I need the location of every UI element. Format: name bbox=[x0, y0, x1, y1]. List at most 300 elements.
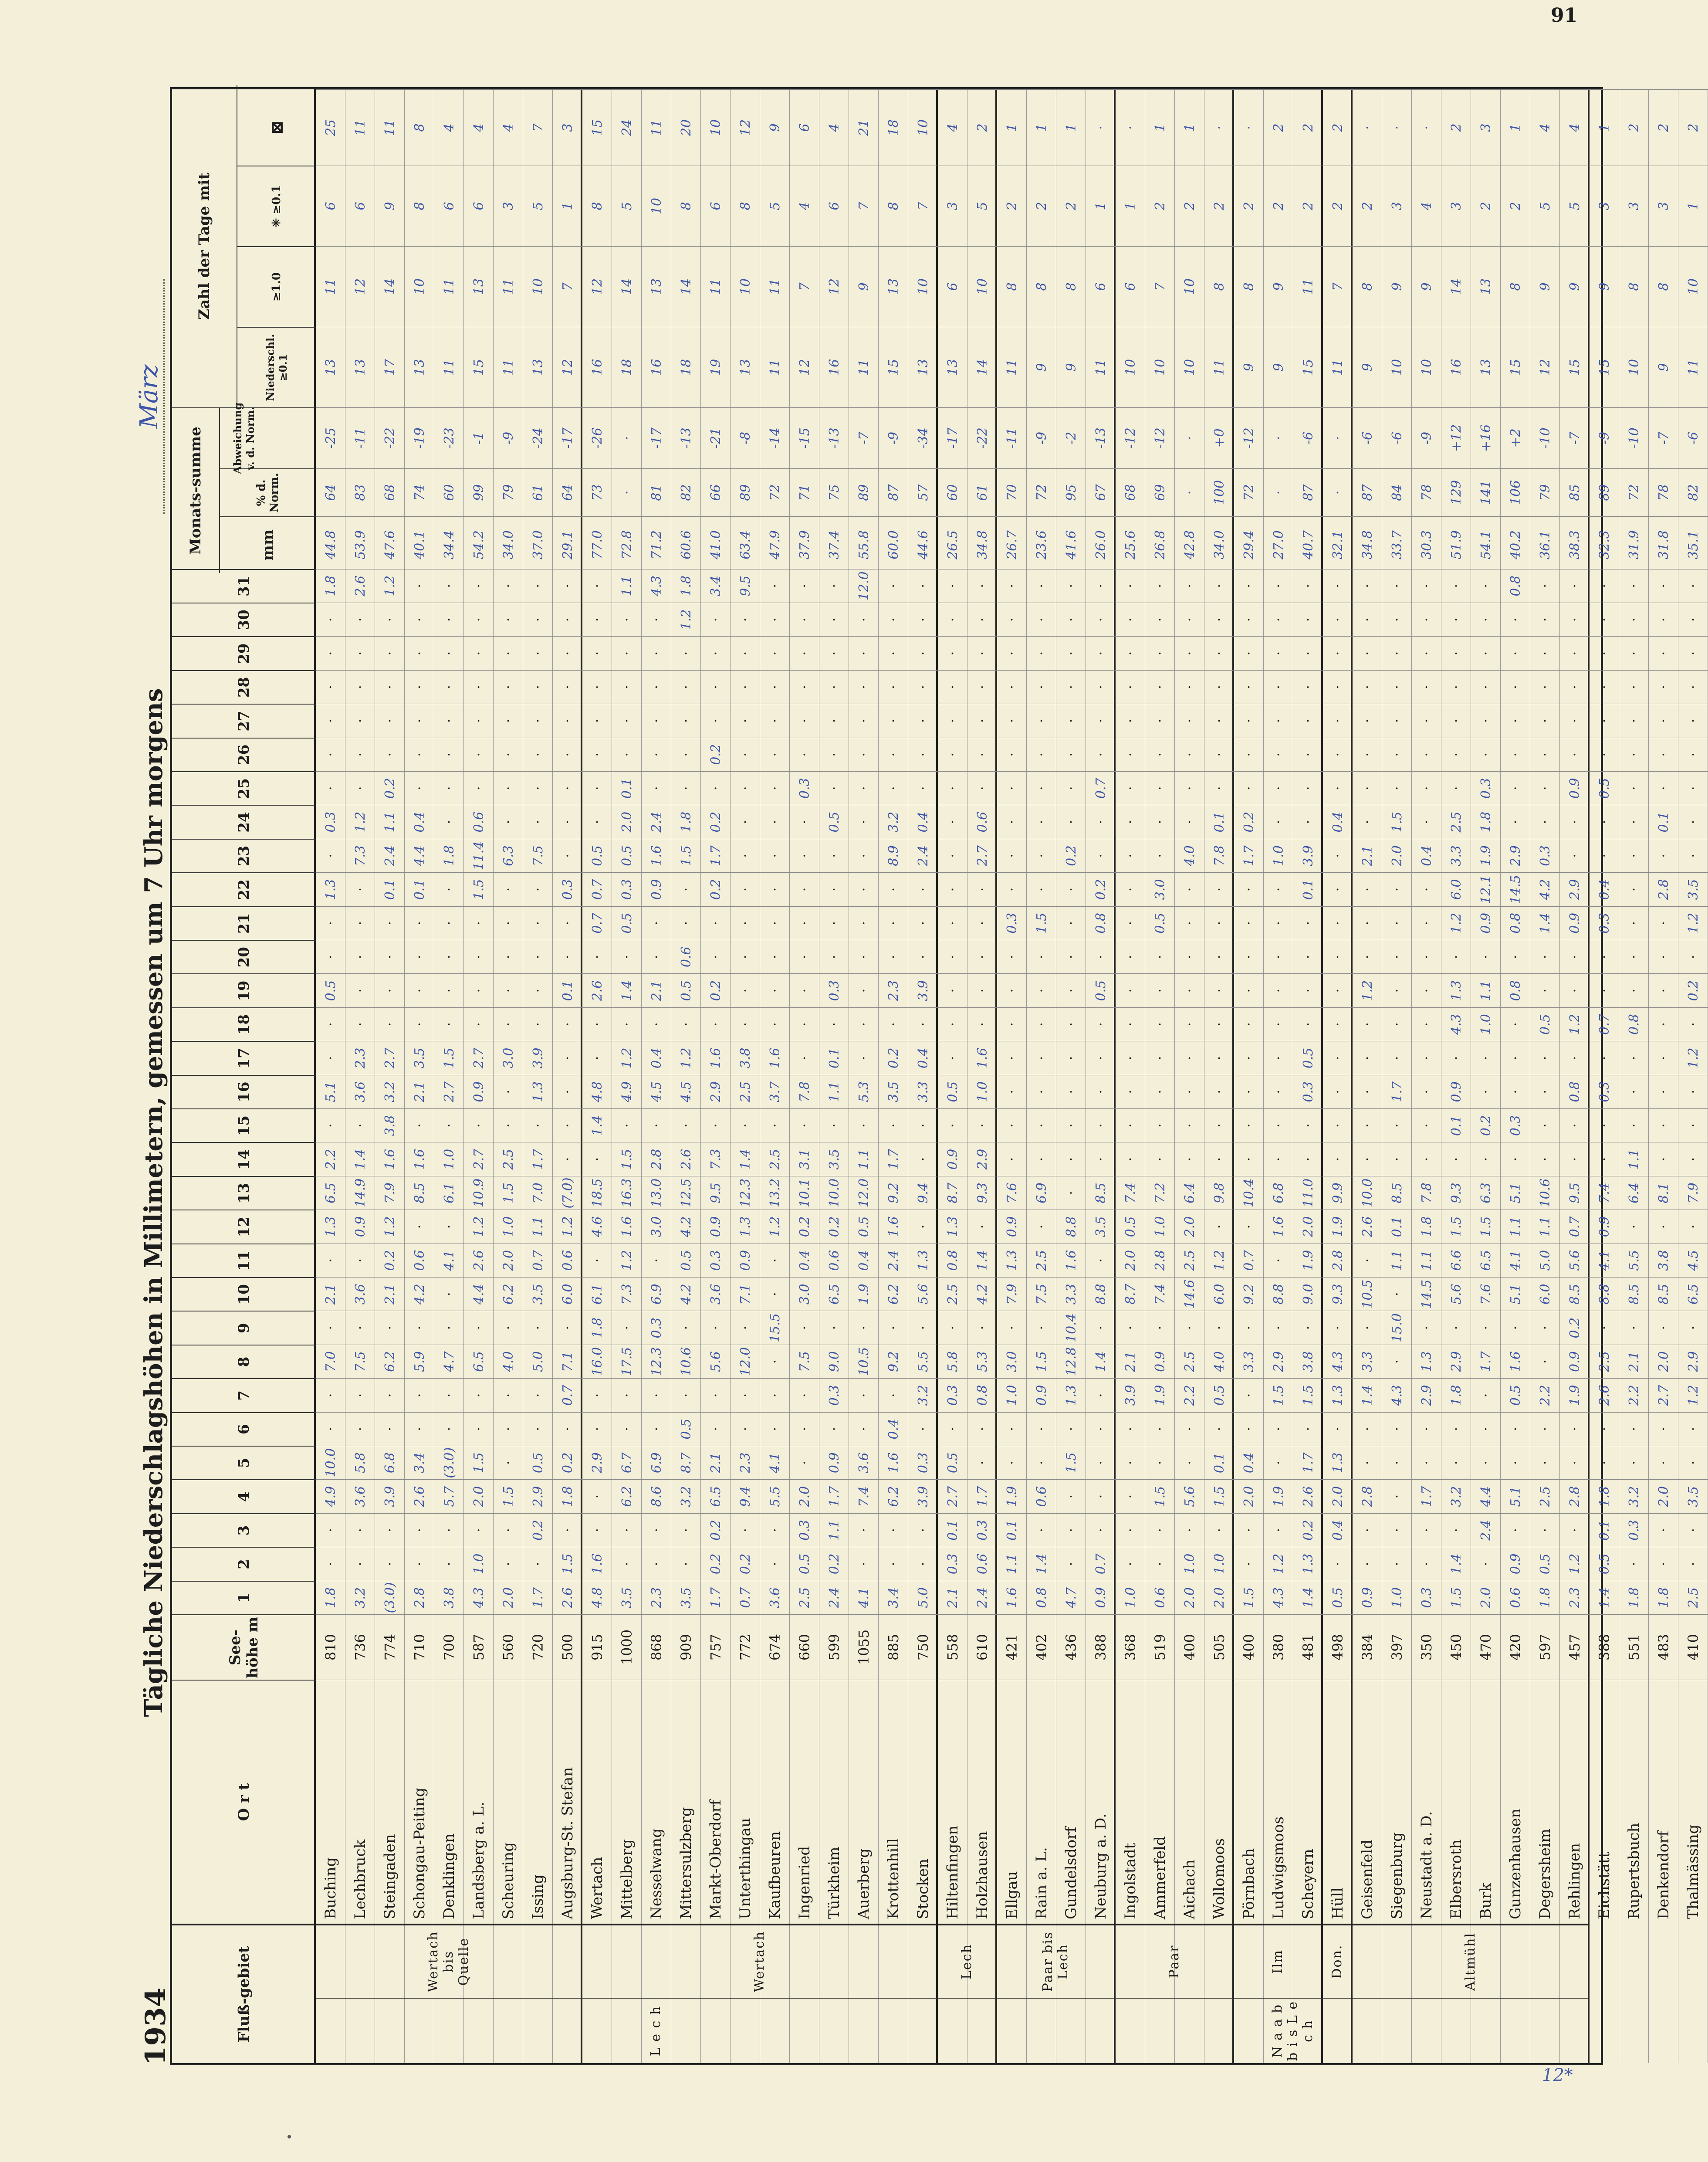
daily-value: · bbox=[1234, 1311, 1264, 1344]
daily-value: · bbox=[523, 771, 553, 805]
daily-value: · bbox=[1175, 906, 1204, 940]
daily-value: · bbox=[553, 1041, 582, 1074]
daily-value: · bbox=[642, 738, 671, 771]
station-elevation: 674 bbox=[760, 1614, 790, 1680]
norm-percent: · bbox=[1323, 468, 1353, 516]
daily-value: · bbox=[1382, 670, 1412, 704]
daily-value: · bbox=[464, 771, 494, 805]
daily-value: · bbox=[1501, 771, 1530, 805]
daily-value: · bbox=[1323, 940, 1353, 973]
daily-value: 1.2 bbox=[760, 1210, 790, 1243]
daily-value: · bbox=[1501, 704, 1530, 737]
daily-value: · bbox=[464, 1007, 494, 1041]
daily-value: · bbox=[375, 1412, 405, 1446]
daily-value: · bbox=[1530, 1142, 1560, 1176]
station-elevation: 519 bbox=[1145, 1614, 1175, 1680]
daily-value: · bbox=[1649, 906, 1678, 940]
daily-value: · bbox=[1530, 1108, 1560, 1142]
daily-value: · bbox=[1649, 704, 1678, 737]
daily-value: 0.9 bbox=[1560, 1345, 1590, 1378]
daily-value: 1.6 bbox=[879, 1446, 908, 1479]
station-name: Lechbruck bbox=[345, 1680, 375, 1924]
daily-value: 2.9 bbox=[1441, 1345, 1471, 1378]
daily-value: 0.3 bbox=[1412, 1581, 1441, 1614]
daily-value: · bbox=[1204, 636, 1234, 670]
daily-value: 1.7 bbox=[523, 1581, 553, 1614]
daily-value: · bbox=[316, 1412, 345, 1446]
days-ge10: 13 bbox=[1471, 246, 1501, 327]
daily-value: · bbox=[434, 670, 464, 704]
days-precip: 13 bbox=[731, 327, 760, 407]
daily-value: 0.2 bbox=[375, 1244, 405, 1277]
norm-percent: · bbox=[612, 468, 642, 516]
daily-value: · bbox=[1204, 872, 1234, 906]
daily-value: · bbox=[1234, 1108, 1264, 1142]
daily-value: · bbox=[908, 872, 938, 906]
daily-value: 6.5 bbox=[819, 1277, 849, 1311]
daily-value: 8.8 bbox=[1056, 1210, 1086, 1243]
daily-value: 0.3 bbox=[819, 1378, 849, 1412]
station-elevation: 560 bbox=[494, 1614, 523, 1680]
daily-value: 6.8 bbox=[375, 1446, 405, 1479]
daily-value: · bbox=[701, 636, 731, 670]
daily-value: 1.1 bbox=[1382, 1244, 1412, 1277]
daily-value: 1.6 bbox=[967, 1041, 997, 1074]
daily-value: 2.7 bbox=[938, 1479, 967, 1513]
daily-value: · bbox=[1204, 973, 1234, 1007]
daily-value: · bbox=[1116, 973, 1145, 1007]
norm-percent: 84 bbox=[1382, 468, 1412, 516]
daily-value: · bbox=[1027, 603, 1056, 636]
daily-value: · bbox=[1264, 1244, 1293, 1277]
station-elevation: 909 bbox=[671, 1614, 701, 1680]
daily-value: 8.9 bbox=[879, 839, 908, 872]
daily-value: · bbox=[671, 670, 701, 704]
daily-value: · bbox=[1501, 940, 1530, 973]
header-ort: O r t bbox=[172, 1680, 316, 1924]
daily-value: 3.4 bbox=[879, 1581, 908, 1614]
daily-value: · bbox=[671, 704, 701, 737]
daily-value: 1.2 bbox=[1678, 1041, 1708, 1074]
daily-value: · bbox=[1116, 872, 1145, 906]
daily-value: 4.0 bbox=[494, 1345, 523, 1378]
daily-value: · bbox=[1086, 670, 1116, 704]
footnote-mark: 12* bbox=[1542, 2065, 1573, 2085]
daily-value: 2.9 bbox=[1678, 1345, 1708, 1378]
station-name: Rehlingen bbox=[1560, 1680, 1590, 1924]
daily-value: 6.0 bbox=[1204, 1277, 1234, 1311]
year-label: 1934 bbox=[139, 1987, 172, 2065]
daily-value: · bbox=[1619, 1311, 1649, 1344]
station-name: Türkheim bbox=[819, 1680, 849, 1924]
daily-value: · bbox=[553, 636, 582, 670]
daily-value: 2.9 bbox=[582, 1446, 612, 1479]
norm-percent: 60 bbox=[434, 468, 464, 516]
table-row bbox=[760, 89, 790, 2063]
daily-value: 1.6 bbox=[1264, 1210, 1293, 1243]
daily-value: 7.0 bbox=[316, 1345, 345, 1378]
station-name: Ammerfeld bbox=[1145, 1680, 1175, 1924]
daily-value: · bbox=[1530, 940, 1560, 973]
daily-value: · bbox=[1412, 973, 1441, 1007]
daily-value: 3.6 bbox=[849, 1446, 879, 1479]
daily-value: · bbox=[434, 1007, 464, 1041]
daily-value: 6.2 bbox=[879, 1479, 908, 1513]
daily-value: · bbox=[1204, 1142, 1234, 1176]
daily-value: 6.6 bbox=[1441, 1244, 1471, 1277]
daily-value: · bbox=[849, 1547, 879, 1580]
daily-value: · bbox=[790, 1007, 819, 1041]
daily-value: 6.4 bbox=[1175, 1176, 1204, 1210]
daily-value: 0.4 bbox=[908, 1041, 938, 1074]
deviation: -9 bbox=[1027, 407, 1056, 468]
daily-value: · bbox=[1501, 603, 1530, 636]
header-norm: % d. Norm. bbox=[220, 468, 316, 516]
monthly-sum: 47.6 bbox=[375, 516, 405, 573]
daily-value: · bbox=[553, 1513, 582, 1547]
days-ge10: 7 bbox=[1323, 246, 1353, 327]
daily-value: 8.7 bbox=[938, 1176, 967, 1210]
daily-value: · bbox=[1264, 1142, 1293, 1176]
daily-value: · bbox=[1353, 636, 1382, 670]
daily-value: 1.2 bbox=[375, 1210, 405, 1243]
daily-value: 9.3 bbox=[1323, 1277, 1353, 1311]
daily-value: · bbox=[671, 738, 701, 771]
daily-value: · bbox=[405, 738, 434, 771]
daily-value: · bbox=[1412, 670, 1441, 704]
daily-value: · bbox=[1353, 670, 1382, 704]
monthly-sum: 40.1 bbox=[405, 516, 434, 573]
daily-value: · bbox=[1027, 940, 1056, 973]
daily-value: · bbox=[1264, 940, 1293, 973]
daily-value: 2.7 bbox=[967, 839, 997, 872]
daily-value: 0.4 bbox=[849, 1244, 879, 1277]
daily-value: · bbox=[582, 1007, 612, 1041]
daily-value: 1.3 bbox=[1412, 1345, 1441, 1378]
days-hail: 15 bbox=[582, 89, 612, 166]
monthly-sum: 25.6 bbox=[1116, 516, 1145, 573]
daily-value: 15.5 bbox=[760, 1311, 790, 1344]
daily-value: 8.6 bbox=[642, 1479, 671, 1513]
daily-value: 0.2 bbox=[1678, 973, 1708, 1007]
daily-value: 1.4 bbox=[612, 973, 642, 1007]
daily-value: · bbox=[642, 636, 671, 670]
daily-value: · bbox=[1619, 906, 1649, 940]
table-row bbox=[612, 89, 642, 2063]
daily-value: · bbox=[849, 704, 879, 737]
station-elevation: 350 bbox=[1412, 1614, 1441, 1680]
daily-value: · bbox=[879, 1007, 908, 1041]
daily-value: 2.5 bbox=[731, 1075, 760, 1108]
daily-value: 2.1 bbox=[375, 1277, 405, 1311]
daily-value: · bbox=[523, 569, 553, 603]
daily-value: · bbox=[1353, 1041, 1382, 1074]
days-hail: 10 bbox=[701, 89, 731, 166]
days-ge10: 13 bbox=[464, 246, 494, 327]
days-hail: 2 bbox=[1441, 89, 1471, 166]
daily-value: 4.3 bbox=[642, 569, 671, 603]
norm-percent: 66 bbox=[701, 468, 731, 516]
days-ge10: 7 bbox=[1145, 246, 1175, 327]
daily-value: 12.0 bbox=[849, 1176, 879, 1210]
daily-value: 1.4 bbox=[1353, 1378, 1382, 1412]
daily-value: 1.5 bbox=[1264, 1378, 1293, 1412]
station-elevation: 380 bbox=[1264, 1614, 1293, 1680]
daily-value: · bbox=[1353, 738, 1382, 771]
daily-value: 1.7 bbox=[1293, 1446, 1323, 1479]
table-row bbox=[1234, 89, 1264, 2063]
daily-value: · bbox=[553, 906, 582, 940]
days-snow: 1 bbox=[1116, 166, 1145, 246]
daily-value: · bbox=[701, 1378, 731, 1412]
daily-value: 3.9 bbox=[1293, 839, 1323, 872]
daily-value: · bbox=[790, 636, 819, 670]
days-precip: 11 bbox=[1086, 327, 1116, 407]
daily-value: 4.5 bbox=[1678, 1244, 1708, 1277]
daily-value: · bbox=[1560, 1513, 1590, 1547]
daily-value: 9.2 bbox=[879, 1345, 908, 1378]
daily-value: · bbox=[701, 1412, 731, 1446]
daily-value: · bbox=[1353, 569, 1382, 603]
daily-value: 6.2 bbox=[375, 1345, 405, 1378]
daily-value: 0.6 bbox=[464, 805, 494, 838]
daily-value: · bbox=[1175, 1075, 1204, 1108]
daily-value: · bbox=[1619, 1446, 1649, 1479]
daily-value: · bbox=[1382, 704, 1412, 737]
monthly-sum: 29.1 bbox=[553, 516, 582, 573]
daily-value: · bbox=[997, 1075, 1027, 1108]
daily-value: 2.0 bbox=[1234, 1479, 1264, 1513]
daily-value: 7.8 bbox=[790, 1075, 819, 1108]
daily-value: 1.5 bbox=[494, 1176, 523, 1210]
daily-value: · bbox=[1116, 1547, 1145, 1580]
daily-value: · bbox=[1027, 704, 1056, 737]
station-elevation: 450 bbox=[1441, 1614, 1471, 1680]
daily-value: · bbox=[1116, 1007, 1145, 1041]
daily-value: · bbox=[523, 1547, 553, 1580]
daily-value: · bbox=[997, 839, 1027, 872]
daily-value: 3.8 bbox=[434, 1581, 464, 1614]
daily-value: 8.8 bbox=[1086, 1277, 1116, 1311]
daily-value: 2.3 bbox=[642, 1581, 671, 1614]
daily-value: 1.1 bbox=[997, 1547, 1027, 1580]
daily-value: · bbox=[908, 1210, 938, 1243]
daily-value: · bbox=[434, 603, 464, 636]
daily-value: 1.4 bbox=[1027, 1547, 1056, 1580]
daily-value: 1.3 bbox=[1056, 1378, 1086, 1412]
daily-value: · bbox=[1471, 738, 1501, 771]
days-snow: 2 bbox=[1145, 166, 1175, 246]
daily-value: · bbox=[1086, 636, 1116, 670]
daily-value: · bbox=[819, 603, 849, 636]
month-label: März bbox=[135, 279, 165, 514]
daily-value: · bbox=[1027, 771, 1056, 805]
days-ge10: 12 bbox=[345, 246, 375, 327]
deviation: · bbox=[612, 407, 642, 468]
station-elevation: 774 bbox=[375, 1614, 405, 1680]
daily-value: 5.1 bbox=[1501, 1176, 1530, 1210]
daily-value: · bbox=[938, 839, 967, 872]
daily-value: · bbox=[1412, 1513, 1441, 1547]
daily-value: · bbox=[1145, 1446, 1175, 1479]
daily-value: · bbox=[1264, 603, 1293, 636]
norm-percent: 71 bbox=[790, 468, 819, 516]
daily-value: · bbox=[1649, 1075, 1678, 1108]
station-elevation: 420 bbox=[1501, 1614, 1530, 1680]
daily-value: 4.3 bbox=[464, 1581, 494, 1614]
daily-value: · bbox=[1323, 973, 1353, 1007]
norm-percent: 81 bbox=[642, 468, 671, 516]
daily-value: 2.2 bbox=[1175, 1378, 1204, 1412]
days-hail: · bbox=[1204, 89, 1234, 166]
daily-value: · bbox=[405, 603, 434, 636]
daily-value: 7.5 bbox=[345, 1345, 375, 1378]
daily-value: 3.8 bbox=[375, 1108, 405, 1142]
daily-value: 1.5 bbox=[1234, 1581, 1264, 1614]
daily-value: · bbox=[1234, 1007, 1264, 1041]
daily-value: · bbox=[1649, 1007, 1678, 1041]
daily-value: · bbox=[731, 940, 760, 973]
daily-value: · bbox=[1293, 906, 1323, 940]
daily-value: 1.2 bbox=[1264, 1547, 1293, 1580]
daily-value: 2.0 bbox=[1293, 1210, 1323, 1243]
daily-value: · bbox=[494, 738, 523, 771]
daily-value: · bbox=[1323, 1547, 1353, 1580]
daily-value: · bbox=[1471, 1075, 1501, 1108]
daily-value: · bbox=[523, 636, 553, 670]
station-name: Gunzenhausen bbox=[1501, 1680, 1530, 1924]
daily-value: 5.3 bbox=[849, 1075, 879, 1108]
daily-value: 1.0 bbox=[434, 1142, 464, 1176]
daily-value: 0.5 bbox=[849, 1210, 879, 1243]
daily-value: · bbox=[1027, 839, 1056, 872]
daily-value: · bbox=[1619, 704, 1649, 737]
daily-value: 1.8 bbox=[553, 1479, 582, 1513]
daily-value: 2.6 bbox=[1590, 1378, 1619, 1412]
daily-value: · bbox=[375, 603, 405, 636]
daily-value: · bbox=[1353, 1244, 1382, 1277]
deviation: +2 bbox=[1501, 407, 1530, 468]
daily-value: 6.9 bbox=[1027, 1176, 1056, 1210]
daily-value: 0.5 bbox=[671, 973, 701, 1007]
daily-value: · bbox=[1234, 670, 1264, 704]
daily-value: · bbox=[316, 1108, 345, 1142]
station-elevation: 757 bbox=[701, 1614, 731, 1680]
daily-value: · bbox=[908, 569, 938, 603]
monthly-sum: 32.1 bbox=[1323, 516, 1353, 573]
daily-value: · bbox=[1560, 603, 1590, 636]
daily-value: · bbox=[760, 805, 790, 838]
daily-value: · bbox=[1353, 872, 1382, 906]
daily-value: 4.5 bbox=[642, 1075, 671, 1108]
daily-value: 5.7 bbox=[434, 1479, 464, 1513]
daily-value: · bbox=[582, 704, 612, 737]
daily-value: · bbox=[671, 1007, 701, 1041]
daily-value: · bbox=[1116, 1108, 1145, 1142]
days-precip: 18 bbox=[671, 327, 701, 407]
days-snow: 3 bbox=[1649, 166, 1678, 246]
days-snow: 1 bbox=[553, 166, 582, 246]
days-ge10: 9 bbox=[1412, 246, 1441, 327]
norm-percent: 61 bbox=[523, 468, 553, 516]
daily-value: 2.5 bbox=[1175, 1244, 1204, 1277]
daily-value: 1.7 bbox=[523, 1142, 553, 1176]
days-hail: 4 bbox=[938, 89, 967, 166]
daily-value: · bbox=[345, 1513, 375, 1547]
daily-value: 1.3 bbox=[1441, 973, 1471, 1007]
daily-value: · bbox=[582, 636, 612, 670]
daily-value: · bbox=[642, 704, 671, 737]
daily-value: · bbox=[938, 1311, 967, 1344]
daily-value: · bbox=[612, 1412, 642, 1446]
daily-value: · bbox=[1027, 872, 1056, 906]
daily-value: · bbox=[434, 1547, 464, 1580]
table-row bbox=[1323, 89, 1353, 2063]
daily-value: 0.7 bbox=[1086, 771, 1116, 805]
daily-value: · bbox=[523, 603, 553, 636]
daily-value: 1.5 bbox=[494, 1479, 523, 1513]
daily-value: 0.6 bbox=[967, 805, 997, 838]
daily-value: 0.3 bbox=[997, 906, 1027, 940]
daily-value: 0.1 bbox=[819, 1041, 849, 1074]
daily-value: · bbox=[1323, 872, 1353, 906]
table-row bbox=[1116, 89, 1145, 2063]
daily-value: 4.7 bbox=[1056, 1581, 1086, 1614]
daily-value: 0.2 bbox=[819, 1547, 849, 1580]
daily-value: · bbox=[1264, 670, 1293, 704]
daily-value: · bbox=[938, 738, 967, 771]
daily-value: · bbox=[1056, 872, 1086, 906]
daily-value: · bbox=[375, 738, 405, 771]
days-precip: 16 bbox=[1441, 327, 1471, 407]
norm-percent: 82 bbox=[1678, 468, 1708, 516]
norm-percent: 87 bbox=[879, 468, 908, 516]
daily-value: · bbox=[1353, 1513, 1382, 1547]
days-hail: 2 bbox=[1264, 89, 1293, 166]
daily-value: · bbox=[1678, 569, 1708, 603]
daily-value: 4.5 bbox=[671, 1075, 701, 1108]
daily-value: 0.5 bbox=[1530, 1007, 1560, 1041]
daily-value: 1.3 bbox=[316, 872, 345, 906]
daily-value: · bbox=[1649, 569, 1678, 603]
daily-value: 16.0 bbox=[582, 1345, 612, 1378]
daily-value: · bbox=[582, 1142, 612, 1176]
daily-value: · bbox=[523, 670, 553, 704]
station-elevation: 700 bbox=[434, 1614, 464, 1680]
daily-value: 2.9 bbox=[967, 1142, 997, 1176]
daily-value: · bbox=[1027, 1007, 1056, 1041]
header-ge10: ≥1.0 bbox=[237, 246, 316, 327]
daily-value: · bbox=[345, 1244, 375, 1277]
monthly-sum: 54.1 bbox=[1471, 516, 1501, 573]
days-precip: 12 bbox=[1530, 327, 1560, 407]
daily-value: 0.7 bbox=[1234, 1244, 1264, 1277]
daily-value: · bbox=[1323, 771, 1353, 805]
station-elevation: 610 bbox=[967, 1614, 997, 1680]
daily-value: 2.1 bbox=[642, 973, 671, 1007]
daily-value: · bbox=[1382, 1479, 1412, 1513]
daily-value: · bbox=[523, 704, 553, 737]
daily-value: · bbox=[1027, 1311, 1056, 1344]
days-hail: 18 bbox=[879, 89, 908, 166]
days-hail: · bbox=[1353, 89, 1382, 166]
daily-value: 0.3 bbox=[612, 872, 642, 906]
daily-value: · bbox=[642, 1244, 671, 1277]
daily-value: · bbox=[1027, 1412, 1056, 1446]
header-schnee: ✳ ≥0.1 bbox=[237, 166, 316, 246]
daily-value: 1.0 bbox=[967, 1075, 997, 1108]
daily-value: · bbox=[701, 670, 731, 704]
